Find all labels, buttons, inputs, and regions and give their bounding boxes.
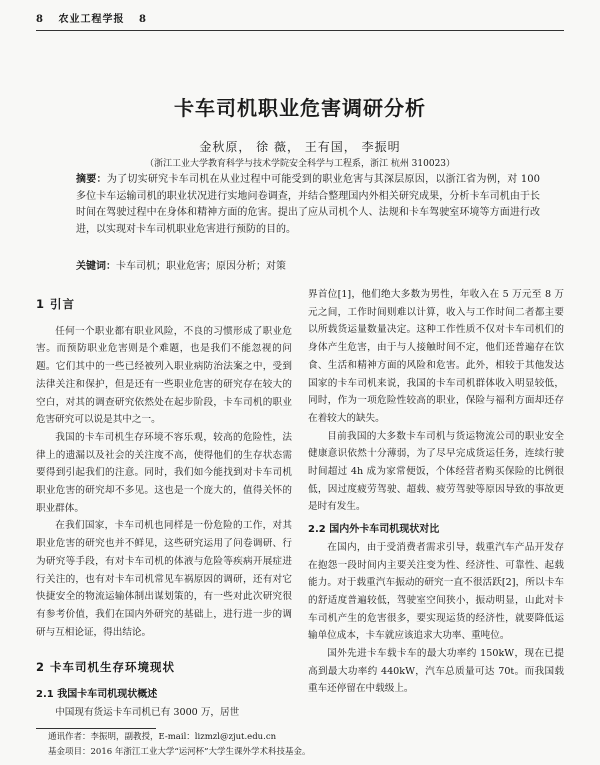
paragraph: 目前我国的大多数卡车司机与货运物流公司的职业安全健康意识依然十分薄弱，为了尽早完成货运任务，连续行驶时间超过 4h 成为家常便饭，个体经营者购买保险的比例很低，因过度疲劳驾驶、超载、疲劳驾驶等原因导致的事故更是时有发生。 — [308, 430, 564, 513]
paragraph: 我国的卡车司机生存环境不容乐观，较高的危险性，法律上的遗漏以及社会的关注度不高，使得他们的生存状态需要得到引起我们的注意。同时，我们如今能找到对卡车司机职业危害的研究却不多见。这也是一个庞大的，值得关怀的职业群体。 — [36, 431, 292, 514]
right-column — [308, 286, 564, 698]
footnotes — [48, 730, 564, 759]
section-heading-intro: 1 引言 — [36, 297, 76, 311]
left-column — [36, 288, 292, 721]
keywords — [76, 259, 540, 275]
paragraph: 在国内，由于受消费者需求引导，载重汽车产品开发存在抱怨一段时间内主要关注变为性、经济性、可靠性、起载能力。对于载重汽车振动的研究一直不很活跃[2]，所以卡车的舒适度普遍较低，驾驶室空间狭小，振动明显，山此对卡车司机产生的危害很多，要实现运货的经济性，就要降低运输单位成本，卡车就应该追求大功率、重吨位。 — [308, 541, 564, 642]
abstract-text: 为了切实研究卡车司机在从业过程中可能受到的职业危害与其深层原因，以浙江省为例，对 100 多位卡车运输司机的职业状况进行实地问卷调查，并结合整理国内外相关研究成果，分析卡车司机由于长时间在驾驶过程中在身体和精神方面的危害。提出了应从司机个人、法规和卡车驾驶室环境等方面进行改进，以实现对卡车司机职业危害进行预防的目的。 — [76, 174, 541, 235]
issue-number: 8 — [138, 14, 147, 25]
abstract-label: 摘要： — [76, 174, 107, 185]
footnote-author: 通讯作者：李振明，副教授，E-mail：lizmzl@zjut.edu.cn — [48, 732, 277, 742]
author-list: 金秋原， 徐 薇， 王有国， 李振明 — [199, 140, 401, 154]
subsection-heading-comparison: 2.2 国内外卡车司机现状对比 — [308, 524, 440, 536]
section-heading-environment: 2 卡车司机生存环境现状 — [36, 660, 176, 675]
paragraph: 中国现有货运卡车司机已有 3000 万，居世 — [55, 706, 240, 718]
paragraph: 任何一个职业都有职业风险，不良的习惯形成了职业危害。而预防职业危害则是个难题，也是我们不能忽视的问题。它们其中的一些已经被列入职业病防治法案之中，受到法律关注和保护，但是还有一些职业危害的研究存在较大的空白，对其的调查研究依然处在起步阶段，卡车司机的职业危害研究可以说是其中之一。 — [36, 325, 292, 426]
footnote-rule — [36, 728, 156, 729]
keywords-label: 关键词： — [76, 261, 116, 272]
paragraph: 在我们国家，卡车司机也同样是一份危险的工作，对其职业危害的研究也并不鲜见，这些研究运用了问卷调研、行为研究等手段，有对卡车司机的体液与危险等疾病开展症进行关注的，也有对卡车司机常见车祸原因的调研，还有对它快捷安全的物流运输体制出谋划策的，有一些对此次研究很有参考价值，我们在国内外研究的基础上，进行进一步的调研与互相论证，得出结论。 — [36, 520, 292, 638]
footnote-funding: 基金项目：2016 年浙江工业大学“运河杯”大学生课外学术科技基金。 — [48, 746, 311, 757]
paragraph: 界首位[1]，他们绝大多数为男性，年收入在 5 万元至 8 万元之间，工作时间则难以计算，收入与工作时间二者都主要以所载货运量数量决定。这种工作性质不仅对卡车司机们的身体产生危害，由于与人接触时间不定，他们还普遍存在饮食、生活和精神方面的风险和危害。此外，相较于其他发达国家的卡车司机来说，我国的卡车司机群体收入明显较低，同时，作为一项危险性较高的职业，保险与福利方面却还存在着较大的缺失。 — [308, 289, 564, 424]
article-title: 卡车司机职业危害调研分析 — [174, 96, 426, 120]
affiliation: （浙江工业大学教育科学与技术学院安全科学与工程系，浙江 杭州 310023） — [144, 159, 456, 169]
abstract — [76, 172, 540, 238]
page-number: 8 — [36, 14, 44, 25]
subsection-heading-china: 2.1 我国卡车司机现状概述 — [36, 689, 158, 701]
paragraph: 国外先进卡车载卡车的最大功率约 150kW，现在已提高到最大功率约 440kW，汽车总质量可达 70t。而我国载重车还停留在中载级上。 — [308, 648, 564, 695]
journal-name: 农业工程学报 — [58, 14, 125, 25]
keywords-text: 卡车司机；职业危害；原因分析；对策 — [116, 261, 286, 272]
header-rule — [36, 30, 564, 31]
running-head — [36, 12, 564, 28]
